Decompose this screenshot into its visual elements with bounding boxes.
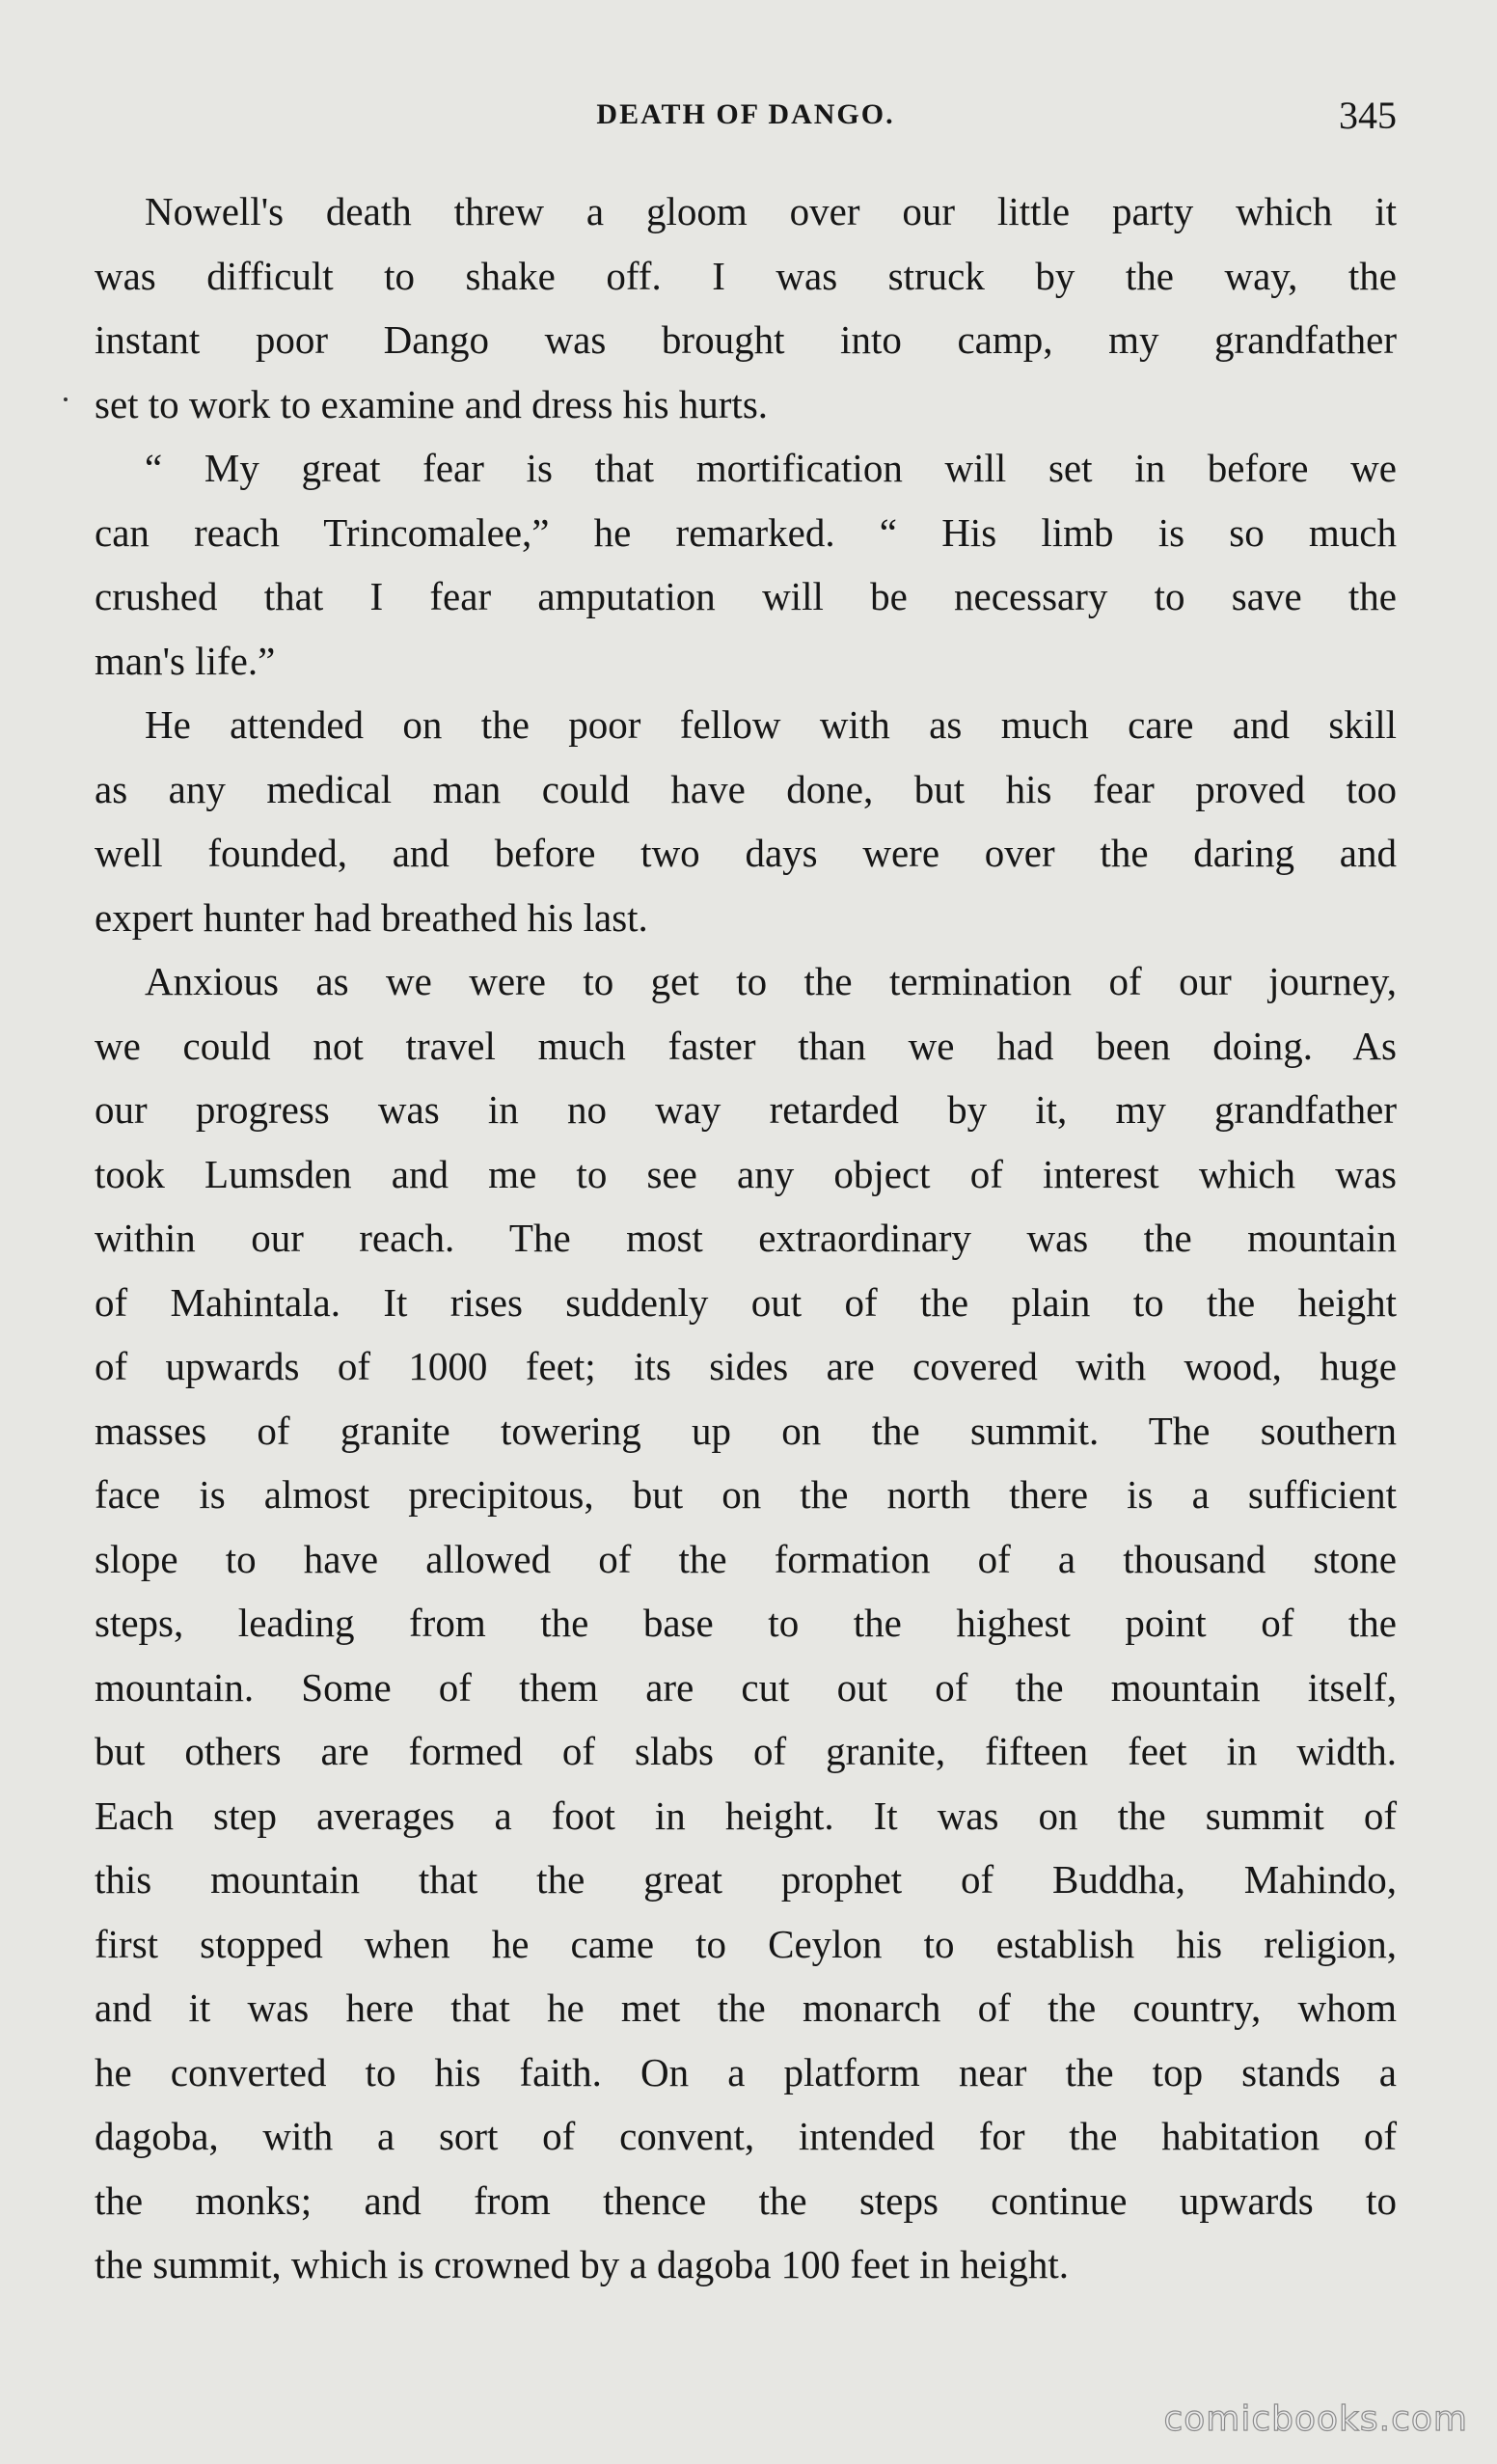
text-line: of Mahintala. It rises suddenly out of the plain to the height xyxy=(95,1279,1397,1325)
body-text xyxy=(95,179,1397,2297)
text-line: our progress was in no way retarded by it, my grandfather xyxy=(95,1087,1397,1132)
text-line: Each step averages a foot in height. It was on the summit of xyxy=(95,1793,1397,1838)
text-line: but others are formed of slabs of granite, fifteen feet in width. xyxy=(95,1729,1397,1773)
text-line: He attended on the poor fellow with as much care and skill xyxy=(145,702,1397,747)
text-line: face is almost precipitous, but on the north there is a sufficient xyxy=(95,1472,1397,1517)
text-line: well founded, and before two days were over the daring and xyxy=(95,831,1397,875)
text-line: the summit, which is crowned by a dagoba 100 feet in height. xyxy=(95,2242,1069,2286)
text-line: took Lumsden and me to see any object of interest which was xyxy=(95,1151,1397,1196)
text-line: crushed that I fear amputation will be necessary to save the xyxy=(95,574,1397,618)
text-line: Anxious as we were to get to the termination of our journey, xyxy=(145,959,1397,1003)
margin-mark xyxy=(64,397,68,401)
chapter-running-title: DEATH OF DANGO. xyxy=(596,98,895,130)
text-line: man's life.” xyxy=(95,638,276,683)
text-line: the monks; and from thence the steps continue upwards to xyxy=(95,2177,1397,2223)
running-head xyxy=(95,93,1397,143)
text-line: within our reach. The most extraordinary was the mountain xyxy=(95,1216,1397,1260)
watermark-logo: comicbooks.com xyxy=(1163,2399,1468,2439)
text-line: as any medical man could have done, but his fear proved too xyxy=(95,766,1397,811)
text-line: dagoba, with a sort of convent, intended for the habitation of xyxy=(95,2114,1397,2158)
text-line: instant poor Dango was brought into camp, my grandfather xyxy=(95,317,1397,362)
text-line: steps, leading from the base to the highest point of the xyxy=(95,1601,1397,1645)
text-line: we could not travel much faster than we had been doing. As xyxy=(95,1023,1397,1068)
text-line: and it was here that he met the monarch of the country, whom xyxy=(95,1985,1397,2030)
text-line: was difficult to shake off. I was struck by the way, the xyxy=(95,253,1397,298)
text-line: he converted to his faith. On a platform near the top stands a xyxy=(95,2049,1397,2094)
text-line: “ My great fear is that mortification will set in before we xyxy=(145,446,1397,490)
page-number: 345 xyxy=(1339,94,1397,137)
text-line: first stopped when he came to Ceylon to establish his religion, xyxy=(95,1921,1397,1966)
text-line: expert hunter had breathed his last. xyxy=(95,894,648,940)
text-line: set to work to examine and dress his hurts. xyxy=(95,381,769,426)
text-line: mountain. Some of them are cut out of the mountain itself, xyxy=(95,1664,1397,1710)
text-line: Nowell's death threw a gloom over our little party which it xyxy=(145,189,1397,233)
text-line: of upwards of 1000 feet; its sides are covered with wood, huge xyxy=(95,1344,1397,1388)
text-line: masses of granite towering up on the summit. The southern xyxy=(95,1408,1397,1453)
text-line: can reach Trincomalee,” he remarked. “ His limb is so much xyxy=(95,509,1397,555)
text-line: slope to have allowed of the formation of a thousand stone xyxy=(95,1536,1397,1581)
text-line: this mountain that the great prophet of Buddha, Mahindo, xyxy=(95,1857,1397,1902)
